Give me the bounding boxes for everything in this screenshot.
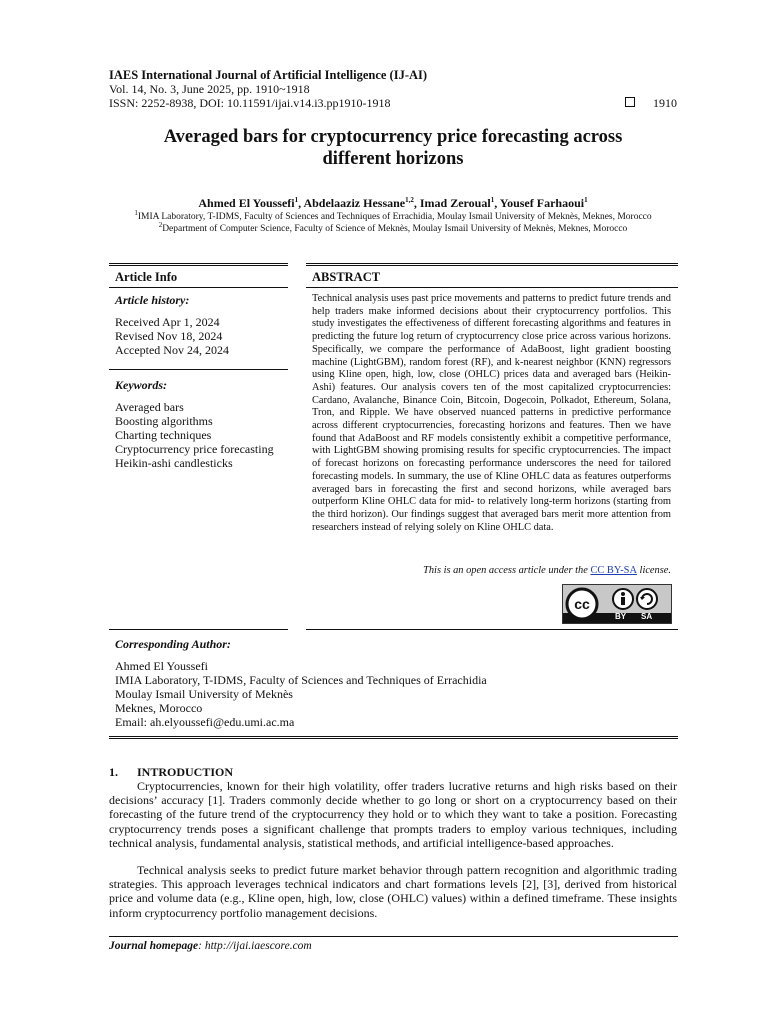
accepted-date: Accepted Nov 24, 2024 (115, 343, 229, 357)
journal-header (109, 68, 677, 110)
keyword: Averaged bars (115, 400, 184, 414)
corresponding-location: Meknes, Morocco (115, 701, 203, 715)
badge-by-label: BY (615, 612, 627, 621)
introduction-heading: 1. INTRODUCTION (109, 765, 234, 779)
footer-divider (109, 936, 678, 937)
journal-homepage: Journal homepage: http://ijai.iaescore.com (109, 940, 312, 952)
divider (109, 629, 288, 630)
page-number-group (625, 96, 677, 110)
corresponding-author-heading: Corresponding Author: (115, 637, 231, 651)
divider (306, 287, 678, 288)
author-list (109, 196, 677, 211)
revised-date: Revised Nov 18, 2024 (115, 329, 223, 343)
author: Yousef Farhaoui$^1$ (499, 196, 588, 210)
square-bullet-icon (625, 97, 635, 107)
title-line-2: different horizons (322, 149, 464, 169)
corresponding-university: Moulay Ismail University of Meknès (115, 687, 293, 701)
article-history (115, 315, 229, 357)
corresponding-affiliation: IMIA Laboratory, T-IDMS, Faculty of Sciences and Techniques of Errachidia (115, 673, 487, 687)
svg-text:cc: cc (574, 596, 590, 612)
divider (306, 263, 678, 266)
received-date: Received Apr 1, 2024 (115, 315, 220, 329)
share-alike-icon (637, 589, 657, 609)
cc-by-sa-link[interactable]: CC BY-SA (590, 565, 637, 576)
introduction-paragraph-1: Cryptocurrencies, known for their high volatility, offer traders lucrative returns and high risks based on their decisions’ accuracy [1]. Traders commonly decide whether to go long or short on a cryptocurrency based on their forecasting of the future trend of the cryptocurrency they hold or to which they want to take a position. Forecasting cryptocurrency trends poses a significant challenge that prompts traders to employ various techniques, including technical analysis, fundamental analysis, statistical methods, and artificial intelligence-based approaches. (109, 779, 677, 850)
journal-homepage-url[interactable]: : http://ijai.iaescore.com (198, 940, 312, 952)
affiliation-2: $^2$Department of Computer Science, Faculty of Science of Meknès, Moulay Ismail University of Meknès, Meknes, Morocco (158, 220, 628, 234)
author: Ahmed El Youssefi$^1$, (198, 196, 304, 210)
page-number: 1910 (653, 96, 677, 110)
introduction-paragraph-2: Technical analysis seeks to predict future market behavior through pattern recognition and algorithmic trading strategies. This approach leverages technical indicators and chart formations levels [2], [3], derived from historical price and volume data (e.g., Kline open, high, low, close (OHLC) values) within a defined timeframe. These insights inform cryptocurrency portfolio management decisions. (109, 863, 677, 920)
affiliation-1: $^1$IMIA Laboratory, T-IDMS, Faculty of Sciences and Techniques of Errachidia, Moulay Ismail University of Meknès, Meknes, Morocco (134, 208, 652, 222)
divider (109, 736, 678, 739)
author: Imad Zeroual$^1$, (419, 196, 500, 210)
corresponding-name: Ahmed El Youssefi (115, 659, 209, 673)
license-statement: This is an open access article under the CC BY-SA license. (423, 565, 671, 576)
article-info-heading: Article Info (115, 270, 178, 284)
keyword: Boosting algorithms (115, 414, 213, 428)
abstract-heading: ABSTRACT (312, 270, 381, 284)
keyword: Cryptocurrency price forecasting (115, 442, 274, 456)
journal-name: IAES International Journal of Artificial Intelligence (IJ-AI) (109, 68, 428, 82)
corresponding-author-details (115, 659, 487, 729)
abstract-text: Technical analysis uses past price movements and patterns to predict future trends and help traders make informed decisions about their cryptocurrency portfolios. This study investigates the effectiveness of different forecasting algorithms and features in predicting the future log return of cryptocurrency close price across various horizons. Specifically, we compare the performance of AdaBoost, light gradient boosting machine (LightGBM), random forest (RF), and k-nearest neighbor (KNN) regressors using Kline open, high, low, close (OHLC) prices data and averaged bars (Heikin-Ashi) features. Our analysis covers ten of the most capitalized cryptocurrencies: Cardano, Avalanche, Binance Coin, Bitcoin, Dogecoin, Polkadot, Ethereum, Solana, Tron, and Ripple. We have observed nuanced patterns in predictive performance across different cryptocurrencies, forecasting horizons and features. Then we have found that AdaBoost and RF models consistently exhibit a competitive performance, with LightGBM showing promising results for specific cryptocurrencies. The impact of forecast horizons on forecasting performance underscores the need for tailored forecasting models. In summary, the use of Kline OHLC data as features outperforms averaged bars in forecasting the first and second horizons, while averaged bars outperform Kline OHLC data for mid- to relatively long-term horizons (starting from the third horizon). Our findings suggest that averaged bars merit more attention from researchers instead of relying solely on Kline OHLC data. (312, 293, 671, 533)
divider (306, 629, 678, 630)
cc-by-sa-badge[interactable] (562, 584, 672, 624)
volume-line: Vol. 14, No. 3, June 2025, pp. 1910~1918 (109, 82, 310, 96)
keyword: Charting techniques (115, 428, 212, 442)
issn-line: ISSN: 2252-8938, DOI: 10.11591/ijai.v14.i3.pp1910-1918 (109, 96, 391, 110)
divider (109, 287, 288, 288)
divider (109, 263, 288, 266)
keywords-heading: Keywords: (115, 378, 167, 392)
title-line-1: Averaged bars for cryptocurrency price forecasting across (163, 127, 623, 147)
keyword: Heikin-ashi candlesticks (115, 456, 233, 470)
divider (109, 369, 288, 370)
article-history-heading: Article history: (115, 293, 190, 307)
keyword-list (115, 400, 274, 470)
badge-sa-label: SA (641, 612, 653, 621)
author: Abdelaaziz Hessane$^{1,2}$, (303, 196, 420, 210)
corresponding-email: Email: ah.elyoussefi@edu.umi.ac.ma (115, 715, 295, 729)
paper-title (109, 126, 677, 170)
